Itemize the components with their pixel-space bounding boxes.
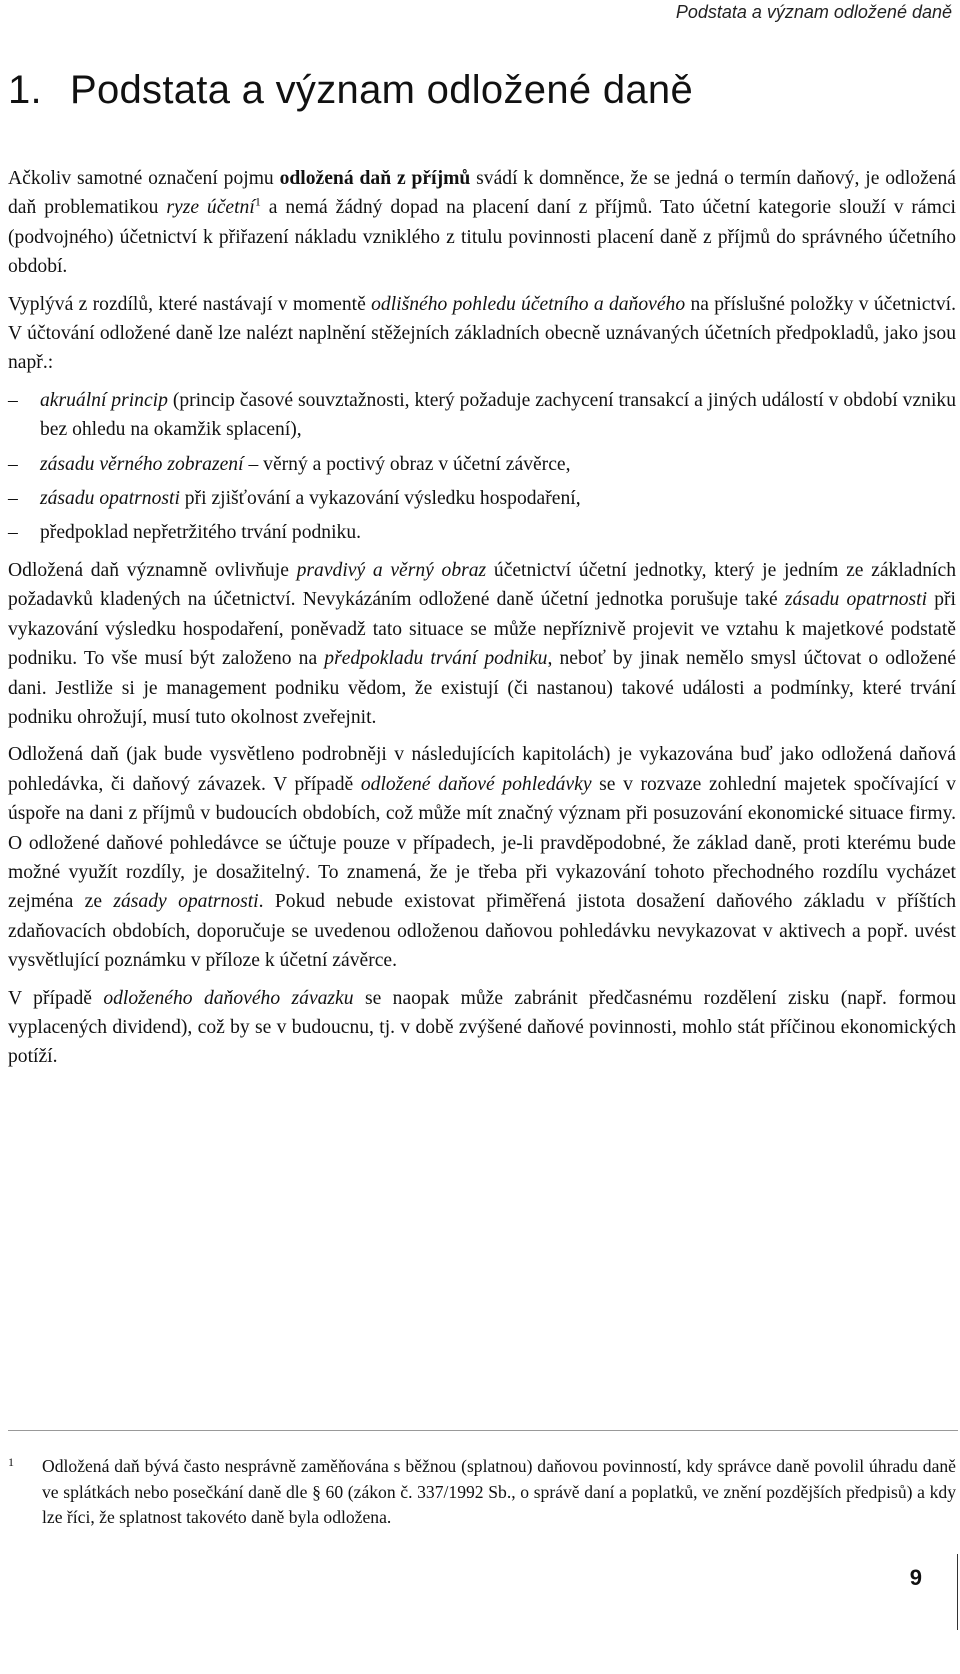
text-run: při vykazování výsledku hospodaření, poněvadž tato situace se může nepříznivě projevit ve vztahu k majetkové podstatě podniku. To vše musí být založeno na xyxy=(8,589,956,670)
paragraph-1 xyxy=(8,164,956,282)
text-run: Vyplývá z rozdílů, které nastávají v momentě xyxy=(8,293,372,315)
text-run: účetnictví účetní jednotky, který je jedním ze základních požadavků kladených na účetnictví. Nevykázáním odložené daně účetní jednotka porušuje také xyxy=(8,559,956,611)
footnote-reference[interactable]: 1 xyxy=(254,194,261,209)
italic-term: pravdivý a věrný obraz xyxy=(296,559,487,581)
dash-bullet: – xyxy=(8,488,18,510)
italic-term: ryze účetní xyxy=(166,197,255,219)
text-run: při zjišťování a vykazování výsledku hospodaření, xyxy=(179,488,581,510)
italic-term: zásadu opatrnosti xyxy=(40,488,180,510)
paragraph-3 xyxy=(8,556,956,732)
chapter-title xyxy=(8,68,928,113)
dash-bullet: – xyxy=(8,522,18,544)
page-number: 9 xyxy=(909,1565,922,1590)
italic-term: odložené daňové pohledávky xyxy=(360,773,592,795)
text-run: svádí k domněnce, že se jedná o termín daňový, je odložená daň problematikou xyxy=(8,168,956,219)
list-item xyxy=(8,450,956,479)
list-item xyxy=(8,386,956,445)
list-item xyxy=(8,484,956,513)
footnote xyxy=(8,1454,956,1531)
italic-term: zásady opatrnosti xyxy=(113,891,259,913)
text-run: se naopak může zabránit předčasnému rozdělení zisku (např. formou vyplacených dividend), což by se v budoucnu, tj. v době zvýšené daňové povinnosti, mohlo stát příčinou ekonomických potíží. xyxy=(8,987,956,1068)
page-number-rule xyxy=(957,1554,958,1630)
dash-bullet: – xyxy=(8,389,18,411)
dash-bullet: – xyxy=(8,453,18,475)
text-run: . Pokud nebude existovat přiměřená jistota dosažení daňového základu v příštích zdaňovacích obdobích, doporučuje se uvedenou odloženou daňovou pohledávku nevykazovat v aktivech a popř. uvést vysvětlující poznámku v příloze k účetní závěrce. xyxy=(8,891,956,972)
text-run: Odložená daň (jak bude vysvětleno podrobněji v následujících kapitolách) je vykazována buď jako odložená daňová pohledávka, či daňový závazek. V případě xyxy=(8,744,956,795)
text-run: a nemá žádný dopad na placení daní z příjmů. Tato účetní kategorie slouží v rámci (podvojného) účetnictví k přiřazení nákladu vzniklého z titulu povinnosti placení daně z příjmů do správného účetního období. xyxy=(8,197,956,278)
italic-term: zásadu opatrnosti xyxy=(784,589,928,611)
italic-term: akruální princip xyxy=(40,389,168,411)
italic-term: odloženého daňového závazku xyxy=(103,987,354,1009)
footnote-mark: 1 xyxy=(8,1455,14,1469)
paragraph-4 xyxy=(8,740,956,975)
chapter-title-text: Podstata a význam odložené daně xyxy=(69,68,694,112)
text-run: , neboť by jinak nemělo smysl účtovat o odložené dani. Jestliže si je management podniku vědom, že existují (či nastanou) takové události a podmínky, které trvání podniku ohrožují, musí tuto okolnost zveřejnit. xyxy=(8,648,956,728)
text-run: předpoklad nepřetržitého trvání podniku. xyxy=(40,522,362,544)
italic-term: odlišného pohledu účetního a daňového xyxy=(371,293,686,315)
list-item xyxy=(8,518,956,547)
principles-list xyxy=(8,386,956,548)
chapter-number: 1. xyxy=(8,68,42,112)
text-run: Ačkoliv samotné označení pojmu xyxy=(8,168,280,189)
italic-term: zásadu věrného zobrazení xyxy=(40,453,244,475)
paragraph-2 xyxy=(8,290,956,378)
italic-term: předpokladu trvání podniku xyxy=(324,648,548,670)
running-header: Podstata a význam odložené daně xyxy=(675,2,952,22)
text-run: – věrný a poctivý obraz v účetní závěrce, xyxy=(243,453,571,475)
bold-term: odložená daň z příjmů xyxy=(279,168,471,189)
text-run: V případě xyxy=(8,987,104,1009)
footnote-text: Odložená daň bývá často nesprávně zaměňována s běžnou (splatnou) daňovou povinností, kdy správce daně povolil úhradu daně ve splátkách nebo posečkání daně dle § 60 (zákon č. 337/1992 Sb., o správě daní a poplatků, ve znění pozdějších předpisů) a kdy lze říci, že splatnost takovéto daně byla odložena. xyxy=(42,1456,956,1528)
body-text xyxy=(8,164,956,1080)
text-run: se v rozvaze zohlední majetek spočívající v úspoře na dani z příjmů v budoucích obdobích, což může mít značný význam při posuzování ekonomické situace firmy. O odložené daňové pohledávce se účtuje pouze v případech, je-li pravděpodobné, že základ daně, proti kterému bude možné využít rozdíly, je dosažitelný. To znamená, že je třeba při vykazování tohoto přechodného rozdílu vycházet zejména ze xyxy=(8,773,956,913)
text-run: na příslušné položky v účetnictví. V účtování odložené daně lze nalézt naplnění stěžejních základních obecně uznávaných účetních předpokladů, jako jsou např.: xyxy=(8,293,957,374)
paragraph-5 xyxy=(8,984,956,1072)
text-run: Odložená daň významně ovlivňuje xyxy=(8,559,297,581)
text-run: (princip časové souvztažnosti, který požaduje zachycení transakcí a jiných událostí v období vzniku bez ohledu na okamžik splacení), xyxy=(40,389,956,441)
footnote-divider xyxy=(8,1430,958,1431)
